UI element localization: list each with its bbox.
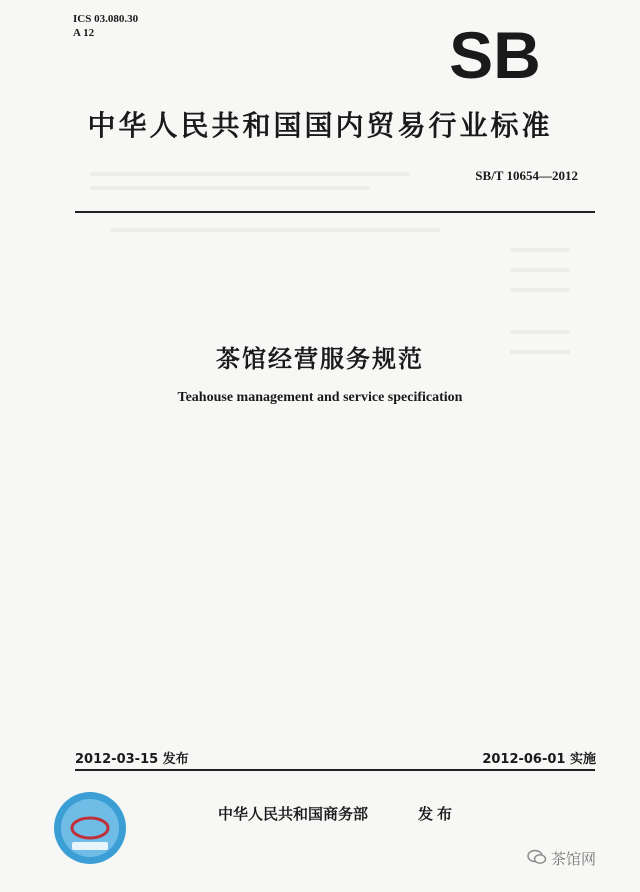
issuing-authority: 中华人民共和国商务部: [218, 805, 369, 823]
bleed-through-line: [90, 186, 370, 190]
ccs-code: A 12: [73, 27, 95, 39]
watermark: [527, 848, 596, 869]
sb-logo: [432, 26, 558, 84]
standard-number: SB/T 10654—2012: [475, 168, 578, 183]
sb-logo-text: SB: [449, 26, 541, 84]
ics-code: ICS 03.080.30: [73, 13, 139, 25]
document-title-english: Teahouse management and service specification: [177, 390, 463, 405]
bleed-through-line: [90, 172, 410, 176]
footer-divider: [75, 769, 595, 771]
classification-codes: [73, 12, 138, 40]
implementation-date: 2012-06-01 实施: [482, 752, 596, 767]
bleed-through-line: [510, 288, 570, 292]
standard-category-title: 中华人民共和国国内贸易行业标准: [87, 109, 553, 142]
header-divider: [75, 211, 595, 213]
watermark-text: 茶馆网: [551, 850, 597, 868]
bleed-through-line: [510, 330, 570, 334]
wechat-icon: [527, 849, 547, 869]
issue-date: 2012-03-15 发布: [75, 752, 189, 767]
bleed-through-line: [510, 268, 570, 272]
bleed-through-line: [110, 228, 440, 232]
issue-label: 发布: [418, 805, 457, 823]
document-title-chinese: 茶馆经营服务规范: [216, 345, 424, 373]
bleed-through-line: [510, 248, 570, 252]
anti-counterfeit-seal-icon: [52, 790, 128, 866]
